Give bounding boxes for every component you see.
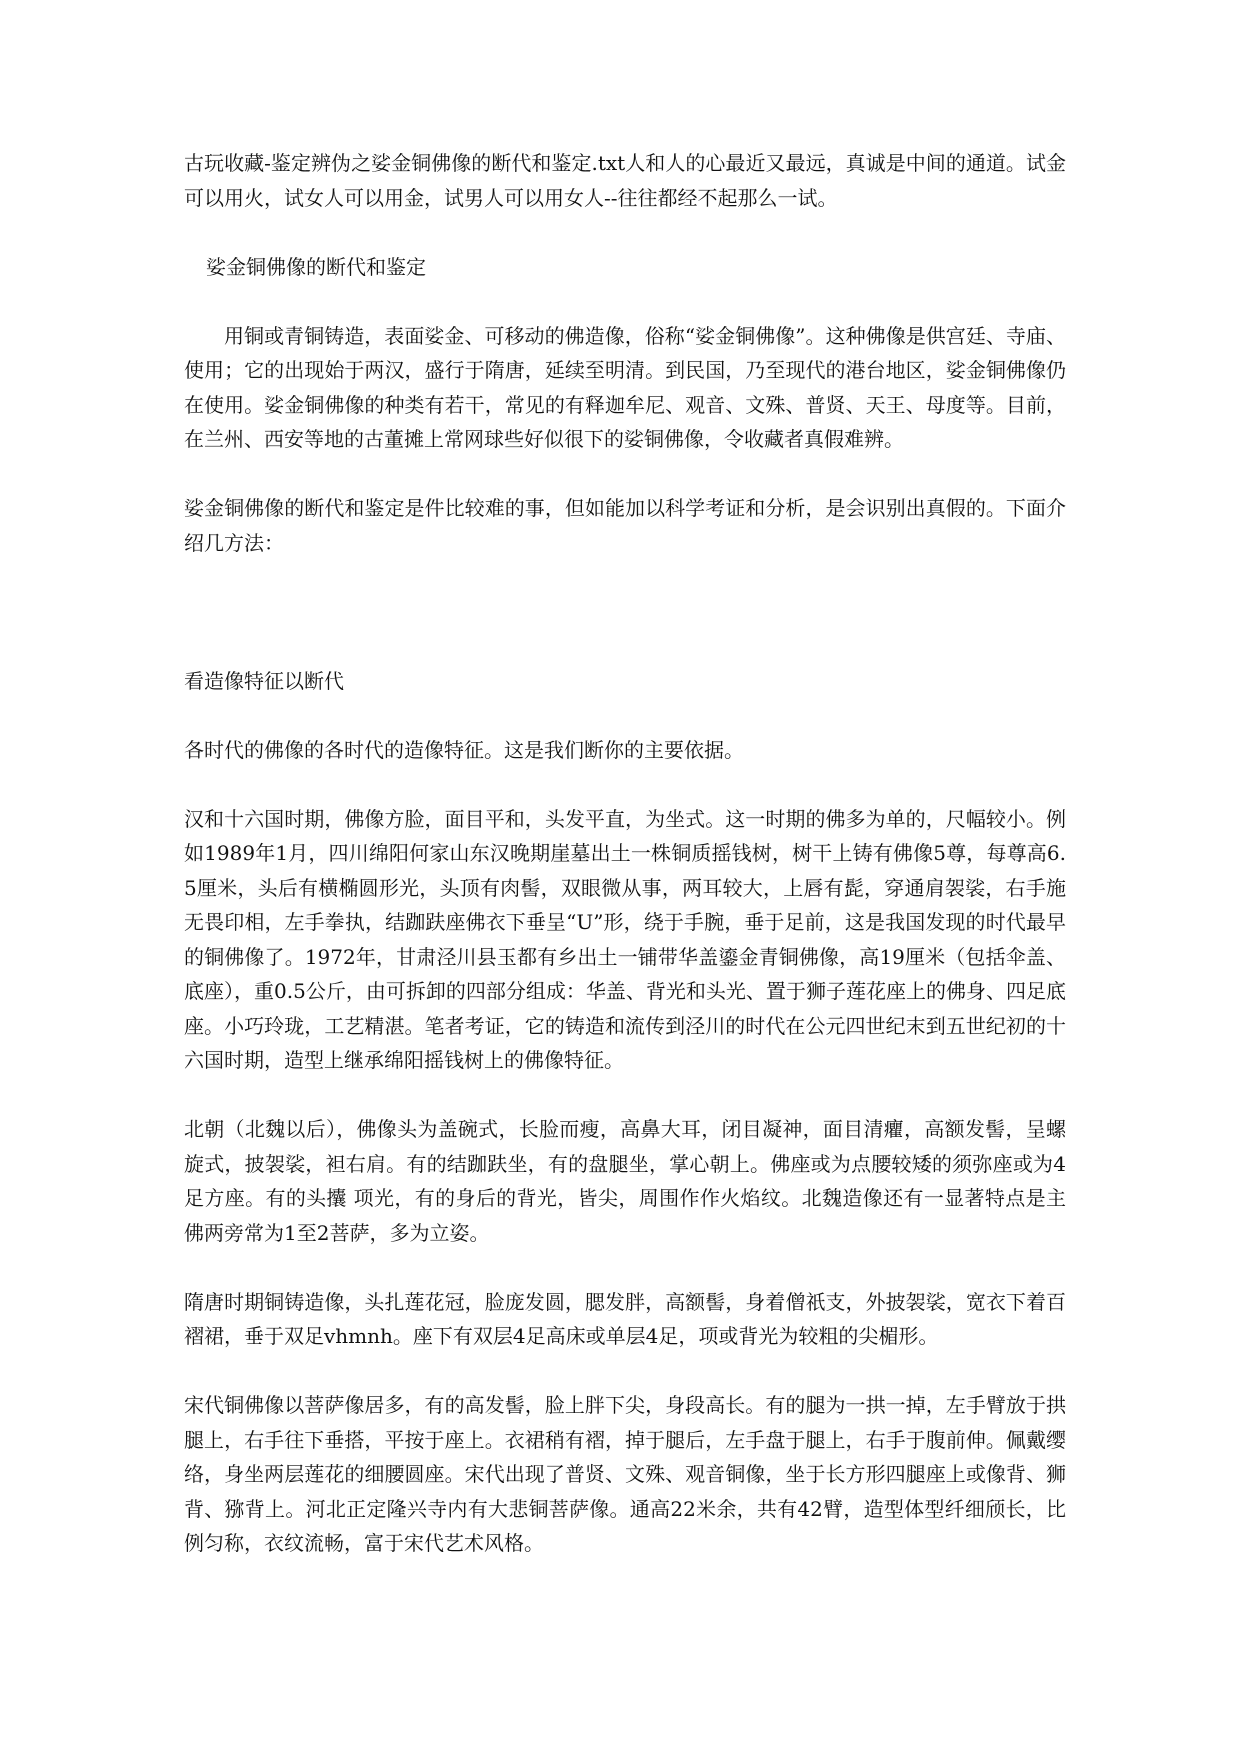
section-sui-tang: 隋唐时期铜铸造像，头扎莲花冠，脸庞发圆，腮发胖，高额髻，身着僧祇支，外披袈裟，宽衣下着百褶裙，垂于双足vhmnh。座下有双层4足高床或单层4足，项或背光为较粗的尖楣形。 (184, 1289, 1066, 1348)
section-intro: 各时代的佛像的各时代的造像特征。这是我们断你的主要依据。 (184, 737, 744, 762)
document-title: 娑金铜佛像的断代和鉴定 (206, 254, 426, 279)
section-northern-dynasties: 北朝（北魏以后），佛像头为盖碗式，长脸而瘦，高鼻大耳，闭目凝神，面目清癯，高额发髻，呈螺旋式，披袈裟，袒右肩。有的结跏趺坐，有的盘腿坐，掌心朝上。佛座或为点腰较矮的须弥座或为4足方座。有的头攮 项光，有的身后的背光，皆尖，周围作作火焰纹。北魏造像还有一显著特点是主佛两旁常为1至2菩萨，多为立姿。 (184, 1117, 1066, 1245)
document-page (184, 146, 1066, 1595)
body-paragraph-1: 用铜或青铜铸造，表面娑金、可移动的佛造像，俗称“娑金铜佛像”。这种佛像是供宫廷、寺庙、使用；它的出现始于两汉，盛行于隋唐，延续至明清。到民国，乃至现代的港台地区，娑金铜佛像仍在使用。娑金铜佛像的种类有若干，常见的有释迦牟尼、观音、文殊、普贤、天王、母度等。目前，在兰州、西安等地的古董摊上常网球些好似很下的娑铜佛像，令收藏者真假难辨。 (184, 323, 1066, 451)
section-song: 宋代铜佛像以菩萨像居多，有的高发髻，脸上胖下尖，身段高长。有的腿为一拱一掉，左手臂放于拱腿上，右手往下垂搭，平按于座上。衣裙稍有褶，掉于腿后，左手盘于腿上，右手于腹前伸。佩戴缨络，身坐两层莲花的细腰圆座。宋代出现了普贤、文殊、观音铜像，坐于长方形四腿座上或像背、狮背、猕背上。河北正定隆兴寺内有大悲铜菩萨像。通高22米余，共有42臂，造型体型纤细颀长，比例匀称，衣纹流畅，富于宋代艺术风格。 (184, 1393, 1066, 1555)
section-spacer (184, 595, 1066, 664)
section-heading: 看造像特征以断代 (184, 668, 344, 693)
body-paragraph-2: 娑金铜佛像的断代和鉴定是件比较难的事，但如能加以科学考证和分析，是会识别出真假的。下面介绍几方法： (184, 496, 1066, 555)
intro-paragraph: 古玩收藏-鉴定辨伪之娑金铜佛像的断代和鉴定.txt人和人的心最近又最远，真诚是中间的通道。试金可以用火，试女人可以用金，试男人可以用女人--往往都经不起那么一试。 (184, 151, 1066, 210)
section-han-sixteen-kingdoms: 汉和十六国时期，佛像方脸，面目平和，头发平直，为坐式。这一时期的佛多为单的，尺幅较小。例如1989年1月，四川绵阳何家山东汉晚期崖墓出土一株铜质摇钱树，树干上铸有佛像5尊，每尊高6.5厘米，头后有横椭圆形光，头顶有肉髻，双眼微从事，两耳较大，上唇有髭，穿通肩袈裟，右手施无畏印相，左手拳执，结跏趺座佛衣下垂呈“U”形，绕于手腕，垂于足前，这是我国发现的时代最早的铜佛像了。1972年，甘肃泾川县玉都有乡出土一铺带华盖鎏金青铜佛像，高19厘米（包括伞盖、底座），重0.5公斤，由可拆卸的四部分组成：华盖、背光和头光、置于狮子莲花座上的佛身、四足底座。小巧玲珑，工艺精湛。笔者考证，它的铸造和流传到泾川的时代在公元四世纪末到五世纪初的十六国时期，造型上继承绵阳摇钱树上的佛像特征。 (184, 806, 1066, 1072)
